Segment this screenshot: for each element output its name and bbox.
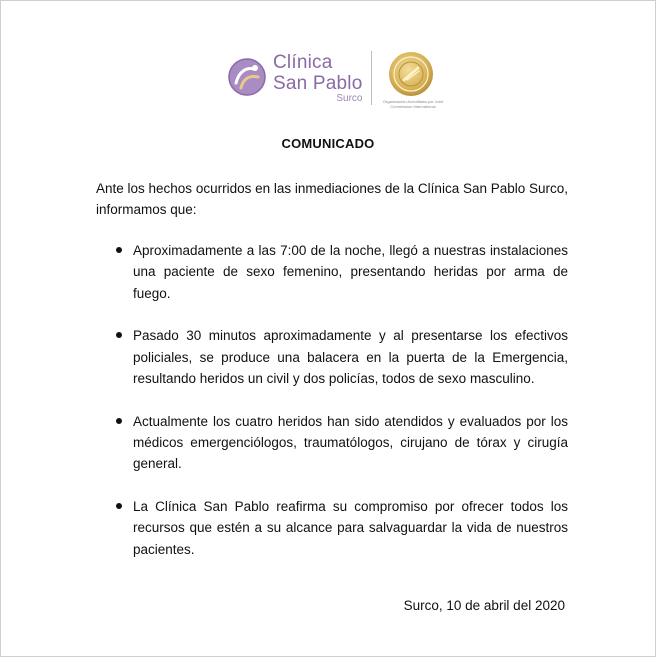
list-item	[113, 240, 568, 304]
list-item-text: Actualmente los cuatro heridos han sido atendidos y evaluados por los médicos emergenciólogos, traumatólogos, cirujano de tórax y cirugía general.	[133, 413, 568, 472]
list-item-text: La Clínica San Pablo reafirma su compromiso por ofrecer todos los recursos que estén a su alcance para salvaguardar la vida de nuestros pacientes.	[133, 499, 568, 557]
document-title: COMUNICADO	[281, 136, 375, 151]
date-signoff: Surco, 10 de abril del 2020	[403, 598, 565, 613]
brand-name-line2: San Pablo	[273, 73, 363, 94]
intro-paragraph: Ante los hechos ocurridos en las inmediaciones de la Clínica San Pablo Surco, informamos que:	[96, 181, 569, 217]
bullet-icon	[116, 247, 122, 253]
letterhead	[227, 49, 447, 111]
bullet-icon	[116, 418, 122, 424]
brand-location: Surco	[336, 93, 363, 104]
list-item	[113, 496, 568, 560]
seal-caption: Organización Acreditada por Joint Commission International	[382, 99, 444, 109]
clinic-logo-icon	[227, 57, 267, 97]
list-item-text: Aproximadamente a las 7:00 de la noche, llegó a nuestras instalaciones una paciente de sexo femenino, presentando heridas por arma de fuego.	[133, 243, 568, 301]
list-item	[113, 325, 568, 389]
brand-name-line1: Clínica	[273, 52, 333, 73]
list-item-text: Pasado 30 minutos aproximadamente y al presentarse los efectivos policiales, se produce una balacera en la puerta de la Emergencia, resultando heridos un civil y dos policías, todos de sexo masculino.	[133, 328, 568, 386]
bullet-icon	[116, 332, 122, 338]
bullet-icon	[116, 503, 122, 509]
list-item	[113, 411, 568, 475]
clinic-brand	[273, 53, 362, 104]
statement-list	[113, 240, 568, 582]
accreditation-seal-icon	[383, 49, 439, 105]
header-divider	[371, 51, 372, 105]
